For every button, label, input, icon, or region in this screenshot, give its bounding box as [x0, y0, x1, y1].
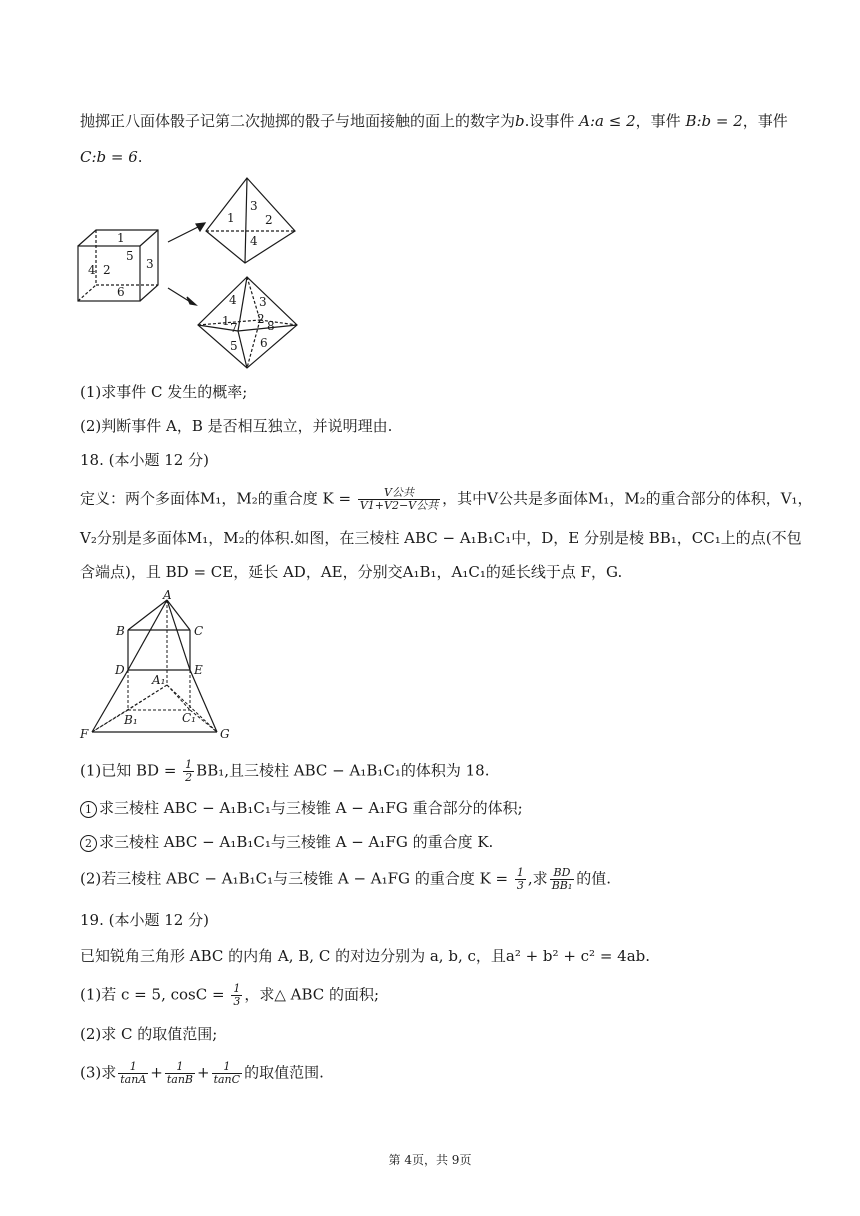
- frac-num: 1: [185, 758, 193, 771]
- frac-den: tanC: [213, 1073, 241, 1086]
- frac-den: tanB: [166, 1073, 193, 1086]
- octa-label-7: 7: [230, 321, 238, 335]
- sep: ，事件: [742, 112, 788, 130]
- q19-header: 19. (本小题 12 分): [80, 911, 209, 929]
- q18-header: 18. (本小题 12 分): [80, 451, 209, 469]
- frac-num: 1: [165, 1061, 195, 1074]
- event-a: A:a ≤ 2: [579, 112, 636, 130]
- frac-den: 3: [516, 879, 524, 892]
- p1-post: BB₁,且三棱柱 ABC − A₁B₁C₁的体积为 18.: [196, 761, 490, 780]
- frac-num: 1: [212, 1061, 242, 1074]
- tan-a-fraction: [118, 1061, 148, 1086]
- tetra-label-2: 2: [265, 213, 273, 227]
- p1-pre: (1)已知 BD =: [80, 761, 182, 780]
- tetra-label-3: 3: [250, 199, 258, 213]
- sub2-text: 求三棱柱 ABC − A₁B₁C₁与三棱锥 A − A₁FG 的重合度 K.: [99, 833, 494, 851]
- q17-line1: [80, 110, 788, 132]
- cos-fraction: [231, 983, 242, 1008]
- label-D: D: [115, 663, 125, 677]
- event-c: C:b = 6: [80, 148, 138, 166]
- cube-label-2: 2: [103, 263, 111, 277]
- tetra-label-4: 4: [250, 234, 258, 248]
- sep: ，事件: [635, 112, 686, 130]
- q18-def-line1: [80, 486, 813, 512]
- q18-def-line2: V₂分别是多面体M₁，M₂的体积.如图，在三棱柱 ABC − A₁B₁C₁中，D，E 分别是棱 BB₁，CC₁上的点(不包: [80, 529, 802, 547]
- p1-post: ，求△ ABC 的面积;: [244, 985, 380, 1004]
- frac-den: tanA: [120, 1073, 147, 1086]
- p3-pre: (3)求: [80, 1063, 117, 1082]
- label-B1: B₁: [124, 713, 138, 727]
- octa-label-2: 2: [257, 312, 265, 326]
- frac-num: V公共: [358, 487, 440, 500]
- q18-def-line3: 含端点)，且 BD = CE，延长 AD，AE，分别交A₁B₁，A₁C₁的延长线于点 F，G.: [80, 563, 623, 581]
- q17-part2: (2)判断事件 A，B 是否相互独立，并说明理由.: [80, 417, 393, 435]
- event-b: B:b = 2: [685, 112, 743, 130]
- q19-part2: (2)求 C 的取值范围;: [80, 1025, 218, 1043]
- def-text-tail: ，其中V公共是多面体M₁，M₂的重合部分的体积，V₁，: [442, 489, 813, 508]
- frac-den: BB₁: [551, 879, 573, 892]
- frac-num: BD: [550, 867, 575, 880]
- cube-label-3: 3: [146, 257, 154, 271]
- q19-part1: [80, 983, 780, 1008]
- q18-sub1: [80, 797, 780, 819]
- frac-num: 1: [233, 982, 241, 995]
- label-A: A: [163, 588, 172, 602]
- label-F: F: [80, 727, 89, 741]
- p2-post: 的值.: [576, 869, 612, 888]
- octahedron-diagram: [198, 277, 297, 368]
- q18-part1: [80, 759, 780, 784]
- octa-label-6: 6: [260, 336, 268, 350]
- label-C: C: [194, 624, 204, 638]
- tetrahedron-diagram: [206, 178, 295, 263]
- tan-b-fraction: [165, 1061, 195, 1086]
- cube-label-5: 5: [126, 249, 134, 263]
- dice-figure: [70, 170, 310, 380]
- def-text: 定义：两个多面体M₁，M₂的重合度 K =: [80, 489, 352, 508]
- q17-text-mid: .设事件: [524, 112, 580, 130]
- tan-c-fraction: [212, 1061, 242, 1086]
- frac-den: 3: [233, 995, 241, 1008]
- arrow-icon: [168, 223, 205, 305]
- label-A1: A₁: [152, 673, 166, 687]
- prism-figure: [72, 588, 242, 748]
- label-B: B: [116, 624, 125, 638]
- q19-intro: 已知锐角三角形 ABC 的内角 A, B, C 的对边分别为 a, b, c，且a² + b² + c² = 4ab.: [80, 947, 651, 965]
- tetra-label-1: 1: [227, 211, 235, 225]
- label-C1: C₁: [182, 711, 196, 725]
- frac-num: 1: [516, 866, 524, 879]
- q17-part1: (1)求事件 C 发生的概率;: [80, 383, 248, 401]
- cube-label-1: 1: [117, 231, 125, 245]
- p1-pre: (1)若 c = 5, cosC =: [80, 985, 230, 1004]
- var-b: b: [515, 112, 525, 130]
- frac-den: 2: [185, 771, 193, 784]
- sub1-text: 求三棱柱 ABC − A₁B₁C₁与三棱锥 A − A₁FG 重合部分的体积;: [99, 799, 523, 817]
- label-G: G: [220, 727, 230, 741]
- circled-number-2: 2: [80, 835, 97, 852]
- p3-post: 的取值范围.: [244, 1063, 324, 1082]
- cube-label-4: 4: [88, 263, 96, 277]
- plus: +: [150, 1063, 163, 1082]
- octa-label-5: 5: [230, 339, 238, 353]
- q18-part2: [80, 867, 780, 892]
- third-fraction: [515, 867, 526, 892]
- octa-label-1: 1: [222, 314, 230, 328]
- q18-sub2: [80, 831, 780, 853]
- k-fraction: [358, 487, 440, 512]
- period: .: [137, 148, 143, 166]
- circled-number-1: 1: [80, 801, 97, 818]
- frac-num: 1: [118, 1061, 148, 1074]
- octa-label-4: 4: [229, 293, 237, 307]
- plus: +: [197, 1063, 210, 1082]
- p2-pre: (2)若三棱柱 ABC − A₁B₁C₁与三棱锥 A − A₁FG 的重合度 K =: [80, 869, 513, 888]
- page-footer: 第 4页，共 9页: [388, 1153, 472, 1167]
- p2-mid: ,求: [527, 869, 548, 888]
- bd-fraction: [550, 867, 575, 892]
- half-fraction: [183, 759, 194, 784]
- q17-text: 抛掷正八面体骰子记第二次抛掷的骰子与地面接触的面上的数字为: [80, 112, 516, 130]
- q17-line2: [80, 146, 780, 168]
- frac-den: V1+V2−V公共: [359, 499, 439, 512]
- octa-label-8: 8: [267, 319, 275, 333]
- q19-part3: [80, 1061, 780, 1086]
- octa-label-3: 3: [259, 295, 267, 309]
- cube-label-6: 6: [117, 285, 125, 299]
- label-E: E: [194, 663, 203, 677]
